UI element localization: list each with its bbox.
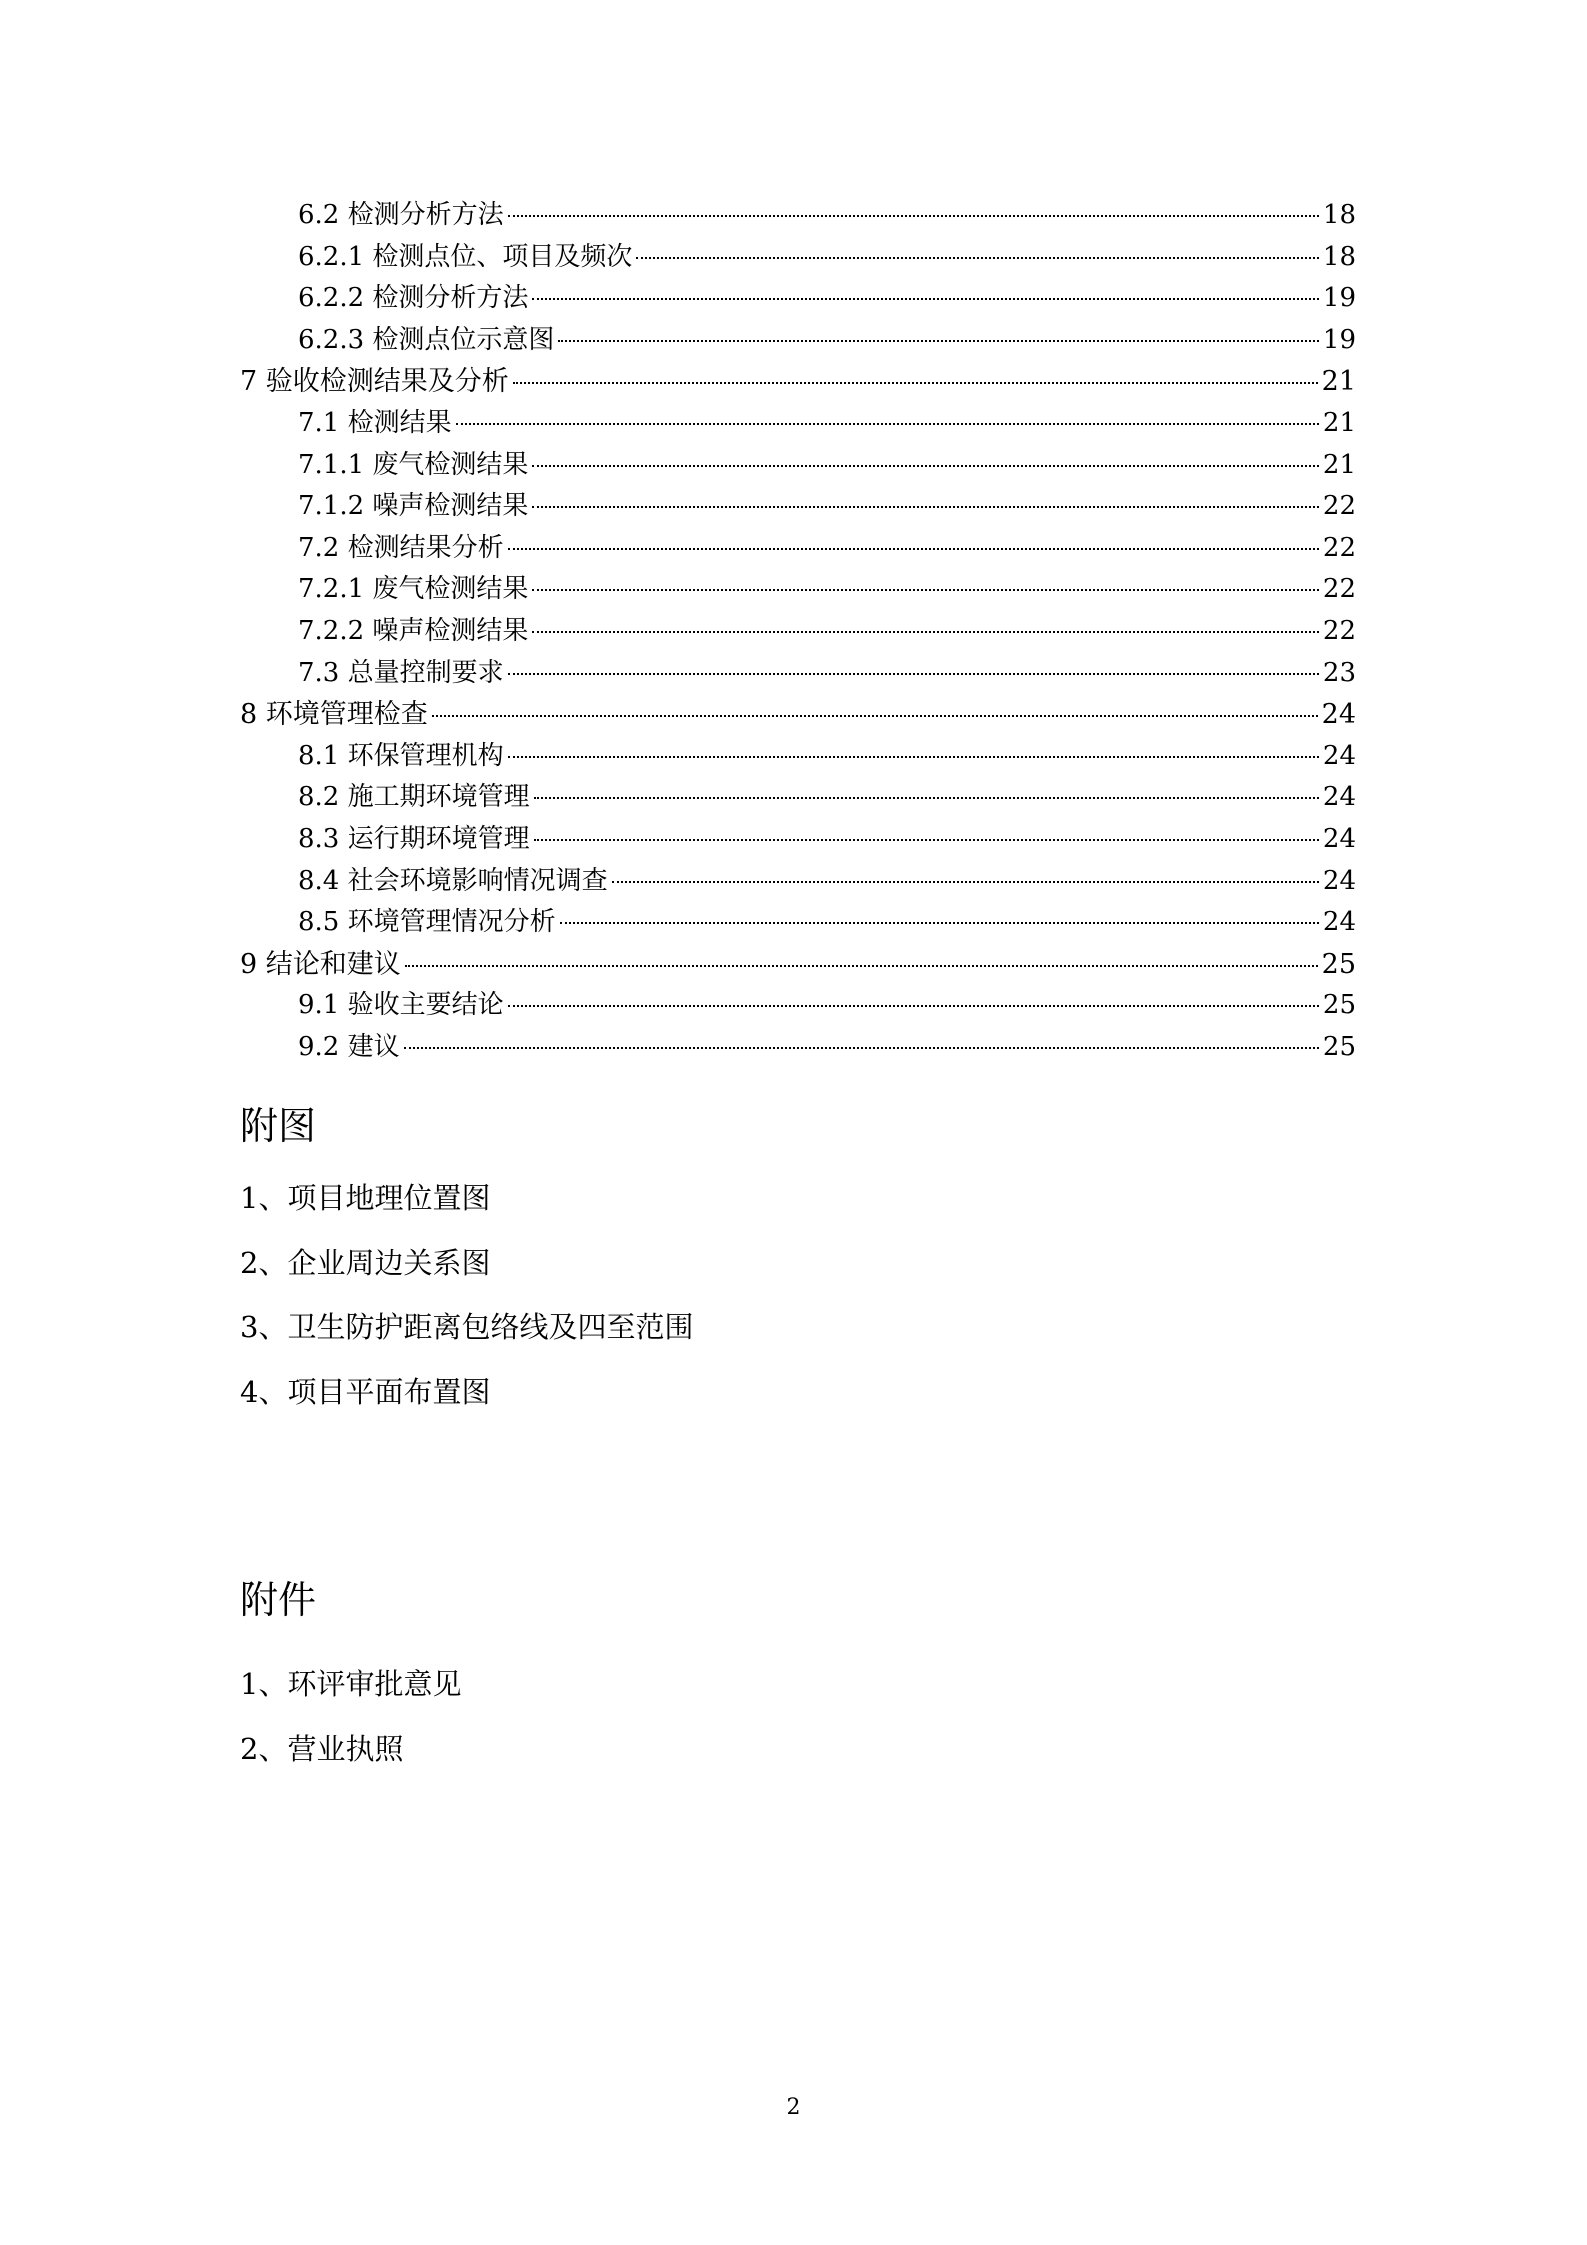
- toc-entry-page: 24: [1322, 782, 1356, 813]
- toc-entry-label: 6.2.3 检测点位示意图: [298, 324, 555, 355]
- toc-entry-page: 19: [1322, 283, 1356, 314]
- toc-entry: [240, 819, 1356, 861]
- toc-entry-page: 22: [1322, 491, 1356, 522]
- figures-list: [240, 1166, 693, 1424]
- attachments-heading: 附件: [240, 1578, 317, 1622]
- toc-entry-label: 7.3 总量控制要求: [298, 657, 504, 688]
- toc-entry: [240, 694, 1356, 736]
- toc-leader-dots: [508, 548, 1319, 550]
- toc-leader-dots: [513, 382, 1318, 384]
- toc-entry-label: 7.2 检测结果分析: [298, 532, 504, 563]
- toc-leader-dots: [534, 839, 1319, 841]
- toc-leader-dots: [508, 215, 1319, 217]
- toc-entry: [240, 777, 1356, 819]
- figure-list-item: 4、项目平面布置图: [240, 1374, 491, 1409]
- toc-entry: [240, 736, 1356, 778]
- toc-entry-page: 18: [1322, 200, 1356, 230]
- toc-entry: [240, 611, 1356, 653]
- toc-entry-page: 23: [1322, 657, 1356, 688]
- toc-leader-dots: [508, 1005, 1319, 1007]
- toc-entry: [240, 320, 1356, 362]
- toc-entry: [240, 1027, 1356, 1069]
- toc-entry-label: 7.1.1 废气检测结果: [298, 449, 529, 480]
- toc-leader-dots: [404, 1047, 1319, 1049]
- toc-leader-dots: [456, 423, 1319, 425]
- toc-entry: [240, 361, 1356, 403]
- toc-entry-label: 6.2.2 检测分析方法: [298, 283, 529, 314]
- toc-entry-page: 24: [1321, 699, 1356, 731]
- toc-entry-page: 19: [1322, 324, 1356, 355]
- toc-entry-label: 9.1 验收主要结论: [298, 990, 504, 1021]
- toc-leader-dots: [508, 673, 1319, 675]
- toc-entry-label: 8.2 施工期环境管理: [298, 782, 530, 813]
- toc-entry: [240, 569, 1356, 611]
- table-of-contents: [240, 195, 1356, 1068]
- attachments-list: [240, 1652, 461, 1781]
- toc-entry-label: 8.4 社会环境影响情况调查: [298, 865, 608, 896]
- toc-leader-dots: [532, 589, 1318, 591]
- toc-entry: [240, 944, 1356, 986]
- toc-leader-dots: [432, 715, 1318, 717]
- toc-entry: [240, 403, 1356, 445]
- toc-entry: [240, 653, 1356, 695]
- figure-list-item: 1、项目地理位置图: [240, 1181, 491, 1215]
- toc-leader-dots: [532, 465, 1318, 467]
- toc-entry-label: 8.1 环保管理机构: [298, 740, 504, 771]
- toc-entry-label: 8 环境管理检查: [240, 699, 428, 731]
- toc-entry-label: 9.2 建议: [298, 1031, 400, 1062]
- toc-entry-page: 24: [1322, 907, 1356, 938]
- figures-heading: 附图: [240, 1104, 317, 1148]
- attachment-list-item: 2、营业执照: [240, 1731, 404, 1766]
- toc-leader-dots: [532, 298, 1318, 300]
- toc-entry-page: 24: [1322, 823, 1356, 854]
- toc-leader-dots: [560, 922, 1319, 924]
- toc-entry-label: 8.5 环境管理情况分析: [298, 907, 556, 938]
- toc-leader-dots: [532, 506, 1318, 508]
- toc-entry: [240, 237, 1356, 279]
- toc-entry-page: 25: [1322, 990, 1356, 1021]
- toc-entry-page: 21: [1322, 407, 1356, 438]
- toc-entry: [240, 985, 1356, 1027]
- toc-entry-page: 25: [1322, 1031, 1356, 1062]
- toc-entry-page: 18: [1322, 241, 1356, 272]
- toc-entry-label: 9 结论和建议: [240, 948, 401, 980]
- toc-entry-page: 22: [1322, 532, 1356, 563]
- attachment-list-item: 1、环评审批意见: [240, 1667, 462, 1701]
- toc-entry: [240, 902, 1356, 944]
- toc-entry-page: 21: [1321, 366, 1356, 398]
- toc-entry-page: 22: [1322, 615, 1356, 646]
- toc-entry-label: 7.1.2 噪声检测结果: [298, 491, 529, 522]
- toc-entry-label: 6.2.1 检测点位、项目及频次: [298, 241, 633, 272]
- toc-entry: [240, 486, 1356, 528]
- toc-entry-page: 24: [1322, 865, 1356, 896]
- toc-leader-dots: [405, 965, 1318, 967]
- toc-leader-dots: [558, 340, 1318, 342]
- toc-leader-dots: [532, 631, 1318, 633]
- toc-leader-dots: [508, 756, 1319, 758]
- toc-entry-label: 7.1 检测结果: [298, 407, 452, 438]
- toc-entry-label: 7 验收检测结果及分析: [240, 366, 509, 398]
- toc-entry-label: 6.2 检测分析方法: [298, 200, 504, 230]
- toc-entry-label: 7.2.1 废气检测结果: [298, 574, 529, 605]
- figure-list-item: 2、企业周边关系图: [240, 1245, 491, 1280]
- toc-entry: [240, 445, 1356, 487]
- toc-entry-page: 25: [1321, 948, 1356, 980]
- toc-entry-page: 21: [1322, 449, 1356, 480]
- toc-leader-dots: [534, 797, 1319, 799]
- toc-leader-dots: [612, 881, 1319, 883]
- toc-entry: [240, 195, 1356, 237]
- page-number: 2: [786, 2095, 801, 2120]
- toc-entry-page: 24: [1322, 740, 1356, 771]
- toc-entry-label: 7.2.2 噪声检测结果: [298, 615, 529, 646]
- toc-entry: [240, 861, 1356, 903]
- toc-entry-page: 22: [1322, 574, 1356, 605]
- toc-entry: [240, 528, 1356, 570]
- toc-leader-dots: [636, 257, 1318, 259]
- toc-entry-label: 8.3 运行期环境管理: [298, 823, 530, 854]
- toc-entry: [240, 278, 1356, 320]
- figure-list-item: 3、卫生防护距离包络线及四至范围: [240, 1310, 694, 1344]
